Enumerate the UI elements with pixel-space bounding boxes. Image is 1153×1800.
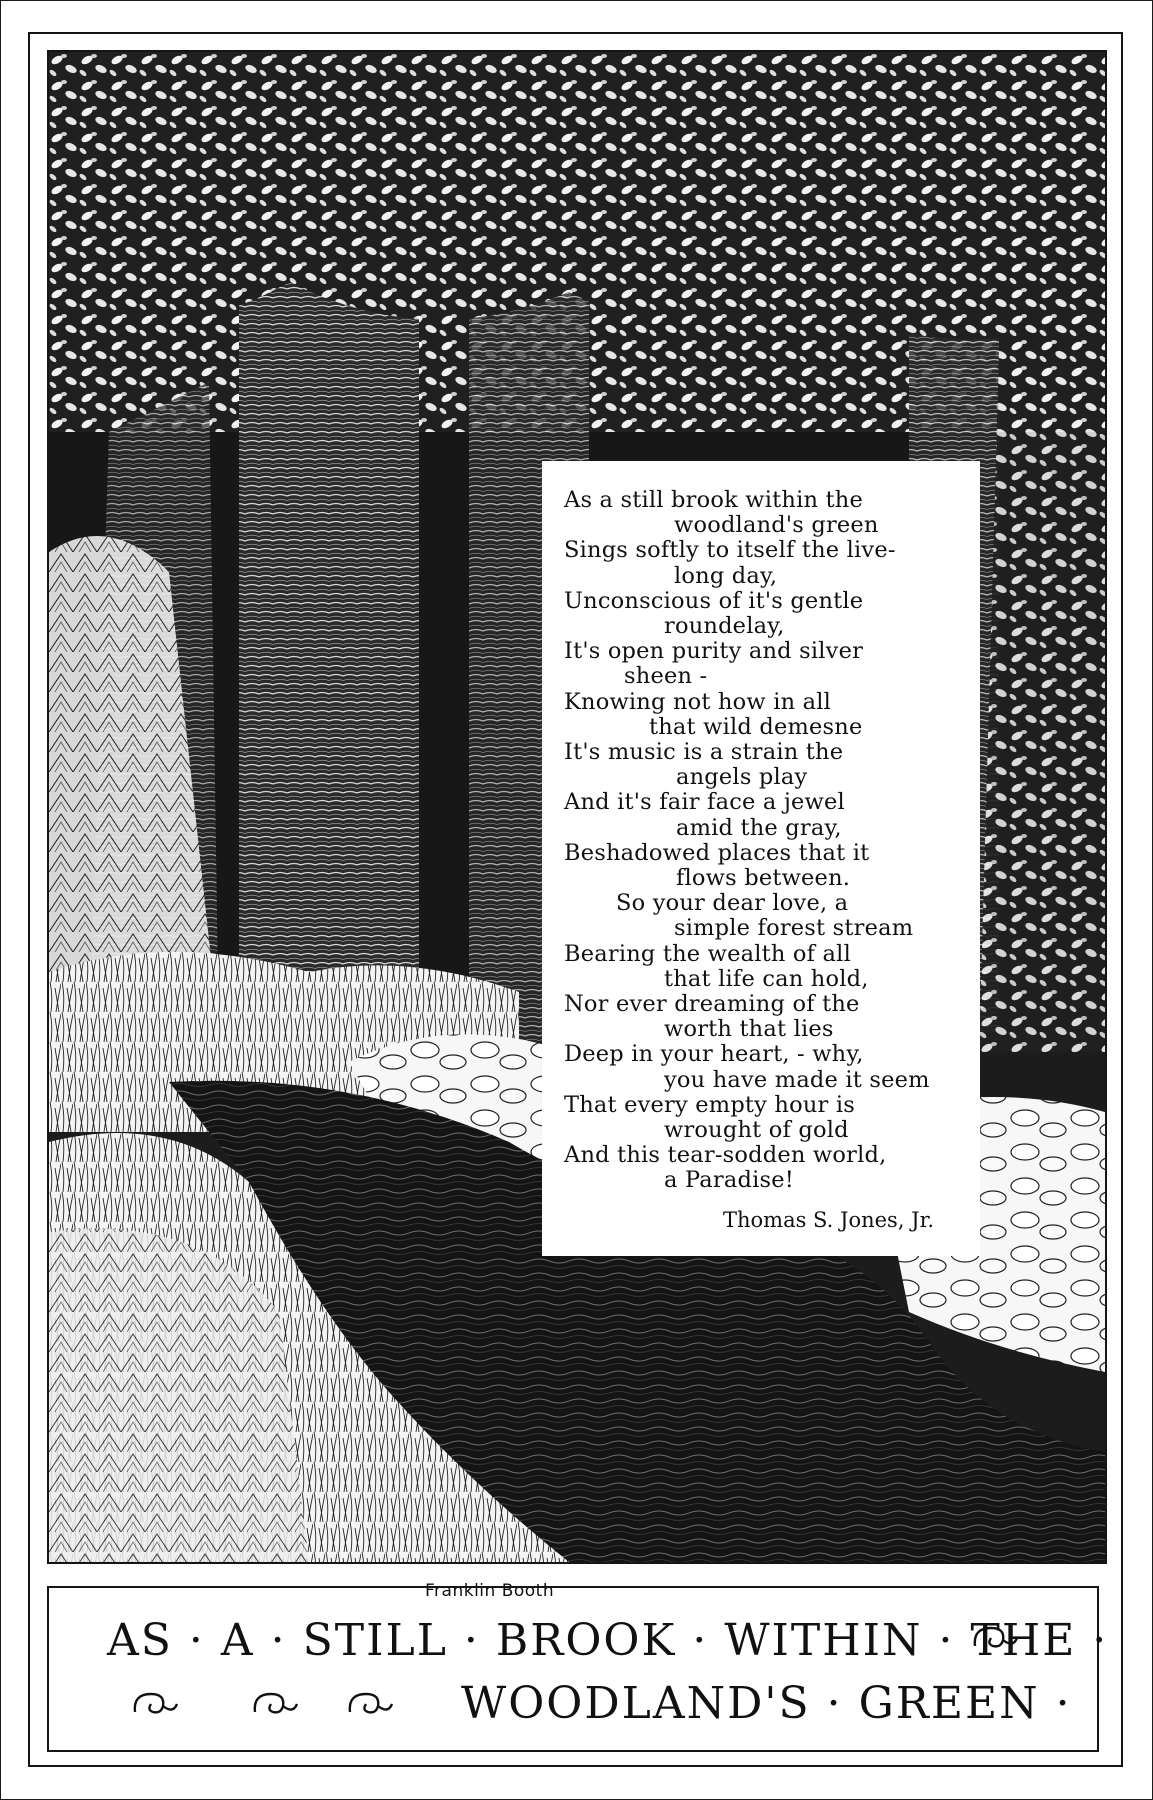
scroll-ornament-icon xyxy=(249,1684,301,1726)
poem-author: Thomas S. Jones, Jr. xyxy=(722,1207,934,1232)
scroll-ornament-icon xyxy=(129,1684,181,1726)
poem-line: Nor ever dreaming of the xyxy=(564,991,860,1018)
title-line-1: AS · A · STILL · BROOK · WITHIN · THE · xyxy=(107,1615,1109,1666)
poem-line: simple forest stream xyxy=(674,915,914,942)
poem-line: a Paradise! xyxy=(664,1167,794,1194)
poem-line: woodland's green xyxy=(674,512,879,539)
artist-signature: Franklin Booth xyxy=(421,1580,558,1602)
title-panel xyxy=(47,1586,1109,1752)
poem-line: wrought of gold xyxy=(664,1117,849,1144)
poem-line: worth that lies xyxy=(664,1016,834,1043)
poem-line: Knowing not how in all xyxy=(564,688,832,715)
poem-line: Deep in your heart, - why, xyxy=(564,1041,864,1068)
poem-line: As a still brook within the xyxy=(564,487,863,513)
poem-line: flows between. xyxy=(676,865,851,892)
scroll-ornament-icon xyxy=(344,1684,396,1726)
title-line-2: WOODLAND'S · GREEN · xyxy=(461,1678,1072,1729)
poem-line: It's music is a strain the xyxy=(564,739,844,766)
poem-line: that wild demesne xyxy=(649,713,863,740)
poem-line: Sings softly to itself the live- xyxy=(564,537,896,564)
poem-line: long day, xyxy=(674,562,778,589)
poem-line: And this tear-sodden world, xyxy=(564,1142,887,1169)
poem-line: That every empty hour is xyxy=(564,1091,856,1118)
poem-line: amid the gray, xyxy=(676,814,842,841)
poem-line: And it's fair face a jewel xyxy=(564,789,845,816)
poem-line: Beshadowed places that it xyxy=(564,839,870,866)
poem-line: sheen - xyxy=(624,663,708,690)
poem-line: angels play xyxy=(676,764,808,791)
scroll-ornament-icon xyxy=(969,1618,1021,1660)
poem-line: that life can hold, xyxy=(664,965,869,992)
poem-line: roundelay, xyxy=(664,613,785,640)
poem-line: Unconscious of it's gentle xyxy=(564,587,864,614)
poem-line: It's open purity and silver xyxy=(564,638,864,665)
poem-line: you have made it seem xyxy=(664,1066,930,1093)
poem-line: So your dear love, a xyxy=(616,890,849,917)
poem-panel xyxy=(542,461,980,1256)
poem-line: Bearing the wealth of all xyxy=(564,940,851,967)
